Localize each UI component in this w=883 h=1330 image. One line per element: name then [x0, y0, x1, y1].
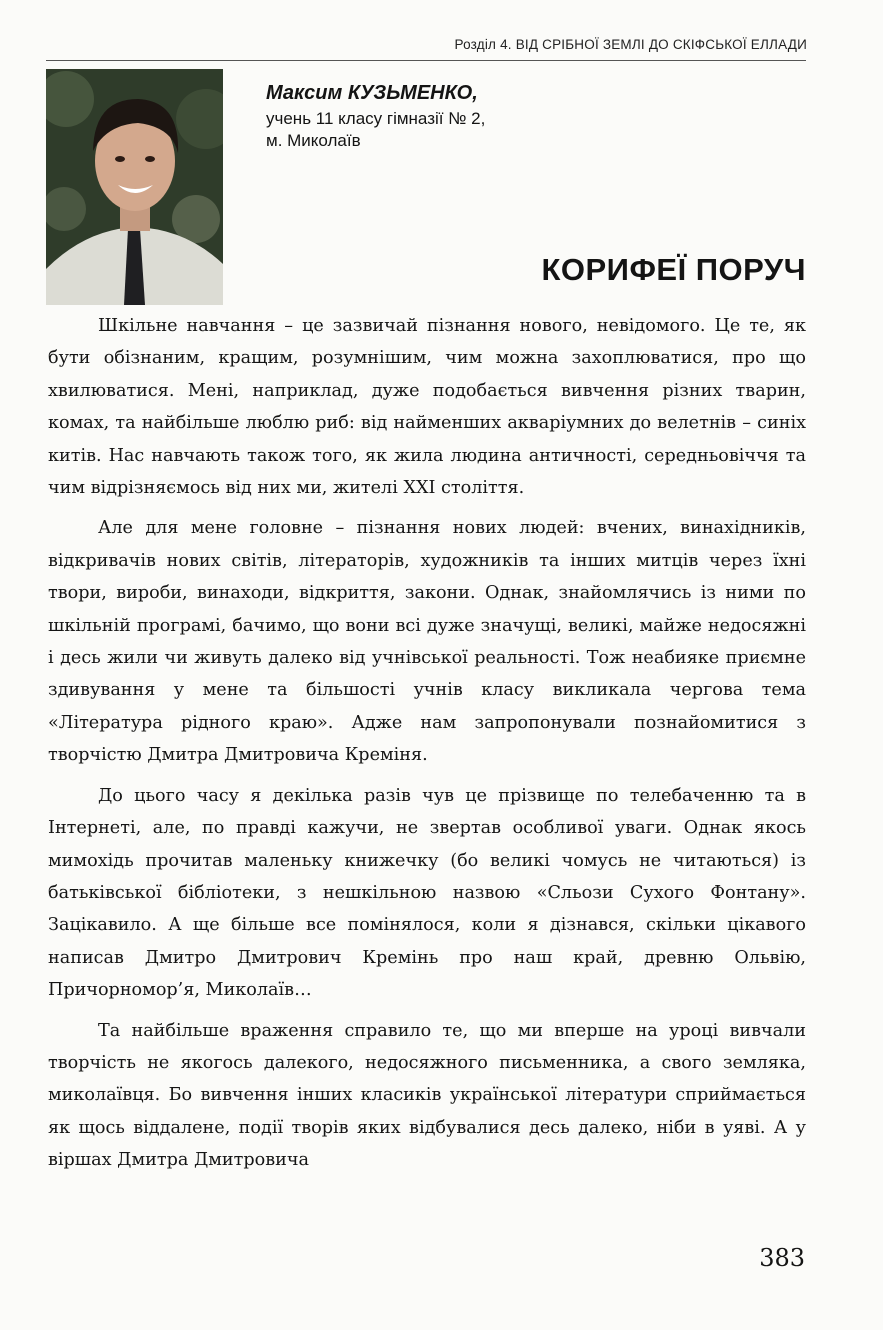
author-city: м. Миколаїв: [266, 131, 361, 150]
author-photo: [46, 69, 223, 305]
paragraph: Але для мене головне – пізнання нових людей: вчених, винахідників, відкривачів нових світів, літераторів, художників та інших митців через їхні твори, вироби, винаходи, відкриття, закони. Однак, знайомлячись із ними по шкільній програмі, бачимо, що вони всі дуже значущі, великі, майже недосяжні і десь жили чи живуть далеко від учнівської реальності. Тож неабияке приємне здивування у мене та більшості учнів класу викликала чергова тема «Література рідного краю». Адже нам запропонували познайомитися з творчістю Дмитра Дмитровича Креміня.: [48, 518, 806, 766]
author-name: Максим КУЗЬМЕНКО,: [266, 82, 478, 104]
paragraph: До цього часу я декілька разів чув це прізвище по телебаченню та в Інтернеті, але, по правді кажучи, не звертав особливої уваги. Однак якось мимохідь прочитав маленьку книжечку (бо великі чомусь не читаються) із батьківської бібліотеки, з нешкільною назвою «Сльози Сухого Фонтану». Зацікавило. А ще більше все помінялося, коли я дізнався, скільки цікавого написав Дмитро Дмитрович Кремінь про наш край, древню Ольвію, Причорномор’я, Миколаїв…: [48, 785, 806, 1001]
page-number: 383: [759, 1244, 805, 1272]
paragraph: Шкільне навчання – це зазвичай пізнання нового, невідомого. Це те, як бути обізнаним, кращим, розумнішим, чим можна захоплюватися, про що хвилюватися. Мені, наприклад, дуже подобається вивчення різних тварин, комах, та найбільше люблю риб: від найменших акваріумних до велетнів – синіх китів. Нас навчають також того, як жила людина античності, середньовіччя та чим відрізняємось від них ми, жителі XXI століття.: [48, 316, 806, 499]
author-block: [266, 80, 485, 152]
running-head: Розділ 4. ВІД СРІБНОЇ ЗЕМЛІ ДО СКІФСЬКОЇ ЕЛЛАДИ: [454, 37, 807, 52]
paragraph: Та найбільше враження справило те, що ми вперше на уроці вивчали творчість не якогось далекого, недосяжного письменника, а свого земляка, миколаївця. Бо вивчення інших класиків української літератури сприймається як щось віддалене, події творів яких відбувалися десь далеко, ніби в уяві. А у віршах Дмитра Дмитровича: [48, 1020, 806, 1171]
author-affiliation: учень 11 класу гімназії № 2,: [266, 109, 486, 128]
article-body: [48, 310, 806, 1185]
header-rule: [46, 60, 806, 61]
article-title: КОРИФЕЇ ПОРУЧ: [541, 252, 806, 287]
